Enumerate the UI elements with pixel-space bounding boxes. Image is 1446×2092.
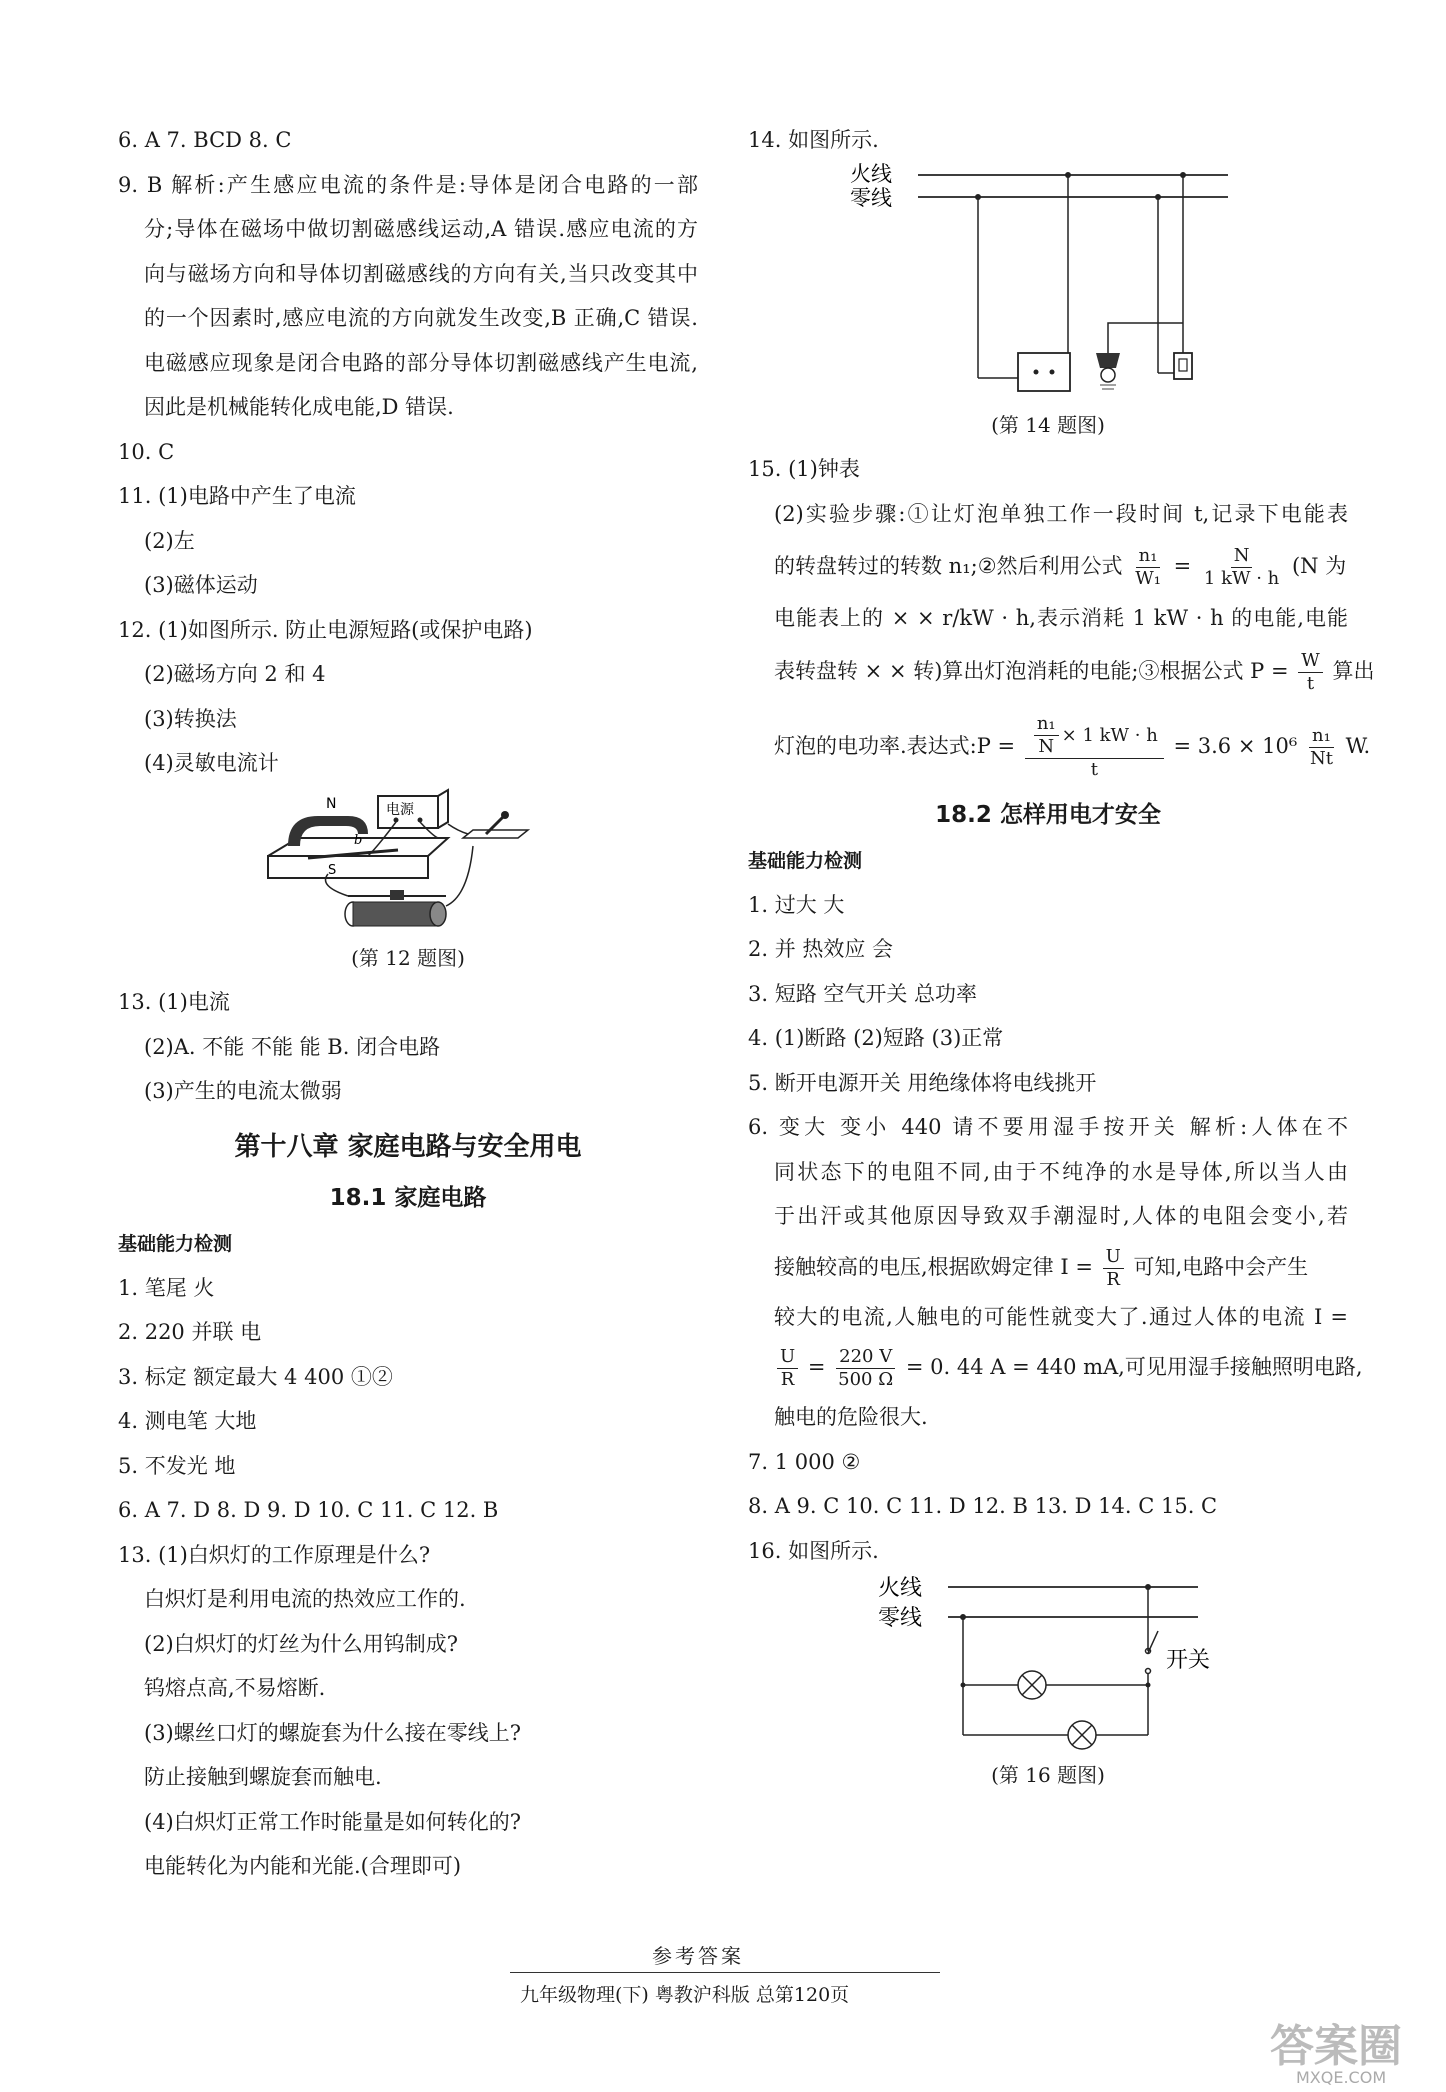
answer-line [748,701,1371,791]
answer-line: 同状态下的电阻不同,由于不纯净的水是导体,所以当人由 [774,1159,1348,1184]
text-span: 表转盘转 × × 转)算出灯泡消耗的电能;③根据公式 P = [774,658,1289,683]
text-span: 灯泡的电功率.表达式:P = [774,733,1016,758]
answer-line: 10. C [118,439,175,464]
answer-line: 7. 1 000 ② [748,1449,861,1474]
text-span: 可知,电路中会产生 [1133,1254,1309,1279]
watermark-url: MXQE.COM [1296,2068,1387,2087]
answer-line: 11. (1)电路中产生了电流 [118,484,356,508]
answer-line: 钨熔点高,不易熔断. [144,1676,326,1700]
answer-line: (2)磁场方向 2 和 4 [144,662,326,686]
answer-line: 白炽灯是利用电流的热效应工作的. [144,1587,466,1611]
numerator: 220 V [836,1346,895,1369]
fraction [1307,725,1336,770]
answer-line: 4. 测电笔 大地 [118,1409,257,1433]
answer-line: (3)磁体运动 [144,573,258,597]
answer-line: 5. 不发光 地 [118,1453,236,1478]
answer-line: 16. 如图所示. [748,1538,879,1563]
denominator: t [1090,759,1098,780]
answer-line: 电磁感应现象是闭合电路的部分导体切割磁感线产生电流, [144,350,698,375]
fraction [777,1346,798,1391]
answer-line [748,641,1375,701]
denominator: R [1106,1268,1120,1290]
fig16-neutral-wire-label: 零线 [878,1606,923,1631]
footer-divider [510,1972,940,1973]
numerator: N [1231,545,1253,568]
answer-line: 防止接触到螺旋套而触电. [144,1765,382,1789]
answer-line: 12. (1)如图所示. 防止电源短路(或保护电路) [118,617,533,642]
text-span: (N 为 [1291,554,1347,578]
answer-line: 6. 变大 变小 440 请不要用湿手按开关 解析:人体在不 [748,1115,1348,1139]
text-span: W. [1345,733,1371,758]
answer-line: (2)A. 不能 不能 能 B. 闭合电路 [144,1034,441,1059]
figure-16-lamp-circuit [868,1573,1228,1753]
answer-line: 9. B 解析:产生感应电流的条件是:导体是闭合电路的一部 [118,172,698,197]
fig12-label-power: 电源 [386,801,414,818]
denominator: N [1038,736,1055,757]
answer-line: 5. 断开电源开关 用绝缘体将电线挑开 [748,1070,1097,1095]
watermark-logo: 答案圈 [1270,2021,1402,2072]
text-span: = 3.6 × 10⁶ [1173,733,1298,758]
answer-line: 的一个因素时,感应电流的方向就发生改变,B 正确,C 错误. [144,306,698,330]
fig12-label-n: N [326,795,337,812]
right-column [748,118,1375,1798]
answer-line: 13. (1)白炽灯的工作原理是什么? [118,1542,431,1567]
answer-line: 6. A 7. BCD 8. C [118,128,292,152]
figure-caption: (第 12 题图) [351,945,465,970]
text-span: = [807,1355,826,1379]
numerator: n₁ [1136,545,1161,568]
answer-line: 触电的危险很大. [774,1405,928,1429]
answer-line: 因此是机械能转化成电能,D 错误. [144,395,454,419]
numerator: W [1298,650,1323,673]
fraction [1025,713,1164,781]
answer-line: 4. (1)断路 (2)短路 (3)正常 [748,1026,1004,1050]
numerator: U [1103,1246,1124,1269]
fraction [1298,650,1323,695]
section-title: 18.1 家庭电路 [329,1184,487,1211]
numerator [1025,713,1164,759]
answer-line: 3. 短路 空气开关 总功率 [748,981,978,1006]
fraction [1132,545,1164,590]
answer-line: 向与磁场方向和导体切割磁感线的方向有关,当只改变其中 [144,261,698,286]
section-title: 18.2 怎样用电才安全 [935,801,1161,828]
answer-line: (3)转换法 [144,706,237,731]
fraction [1103,1246,1124,1291]
text-span: = [1173,554,1192,578]
figure-caption: (第 14 题图) [991,412,1105,437]
text-span: × 1 kW · h [1061,724,1158,746]
denominator: 1 kW · h [1203,568,1280,589]
chapter-title: 第十八章 家庭电路与安全用电 [234,1131,582,1162]
answer-line: (4)白炽灯正常工作时能量是如何转化的? [144,1809,522,1834]
answer-line: 14. 如图所示. [748,128,879,152]
figure-14-household-circuit [848,163,1248,403]
footer-title: 参考答案 [652,1944,744,1968]
answer-line: 于出汗或其他原因导致双手潮湿时,人体的电阻会变小,若 [774,1204,1348,1228]
answer-line: (2)左 [144,528,195,553]
denominator: t [1306,672,1315,694]
fig12-label-b: b [354,832,363,848]
answer-line: (2)白炽灯的灯丝为什么用钨制成? [144,1631,459,1656]
answer-line: 分;导体在磁场中做切割磁感线运动,A 错误.感应电流的方 [144,217,698,241]
answer-line: 2. 并 热效应 会 [748,937,894,961]
subsection-title: 基础能力检测 [748,849,863,872]
answer-line: 较大的电流,人触电的可能性就变大了.通过人体的电流 I = [774,1304,1348,1329]
denominator: 500 Ω [838,1369,894,1390]
answer-line: 电能表上的 × × r/kW · h,表示消耗 1 kW · h 的电能,电能 [774,606,1348,630]
fraction [835,1346,896,1391]
figure-caption: (第 16 题图) [991,1763,1105,1787]
fig14-live-wire-label: 火线 [850,162,892,186]
fig16-live-wire-label: 火线 [878,1576,923,1601]
footer-info: 九年级物理(下) 粤教沪科版 总第120页 [520,1984,850,2006]
answer-line: 15. (1)钟表 [748,457,860,481]
denominator: W₁ [1135,568,1161,589]
answer-line: (3)产生的电流太微弱 [144,1079,342,1103]
answer-line: 电能转化为内能和光能.(合理即可) [144,1854,462,1878]
text-span: 接触较高的电压,根据欧姆定律 I = [774,1254,1093,1279]
answer-line: (2)实验步骤:①让灯泡单独工作一段时间 t,记录下电能表 [774,501,1348,526]
text-span: 算出 [1332,658,1375,683]
answer-line: 1. 过大 大 [748,892,845,917]
text-span: 的转盘转过的转数 n₁;②然后利用公式 [774,554,1123,578]
fraction [1201,545,1282,590]
fig12-label-s: S [328,862,337,878]
numerator: n₁ [1034,713,1059,736]
subsection-title: 基础能力检测 [118,1232,233,1255]
numerator: U [777,1346,798,1369]
numerator: n₁ [1309,725,1334,748]
answer-line: (4)灵敏电流计 [144,751,279,775]
answer-line: 1. 笔尾 火 [118,1275,215,1300]
denominator: R [780,1369,795,1390]
text-span: = 0. 44 A = 440 mA,可见用湿手接触照明电路, [905,1355,1363,1379]
answer-line [748,1339,1363,1395]
answer-line: 3. 标定 额定最大 4 400 ①② [118,1364,393,1389]
answer-line: 13. (1)电流 [118,990,230,1014]
answer-line: 2. 220 并联 电 [118,1320,262,1344]
fraction [1034,713,1059,758]
fig14-neutral-wire-label: 零线 [850,185,892,210]
answer-line: (3)螺丝口灯的螺旋套为什么接在零线上? [144,1720,522,1745]
answer-line [748,1239,1348,1295]
figure-12-electromagnetic-induction [258,786,558,936]
answer-line: 8. A 9. C 10. C 11. D 12. B 13. D 14. C 15. C [748,1494,1218,1518]
answer-line [748,536,1348,596]
left-column [118,118,698,1889]
denominator: Nt [1309,747,1333,769]
answer-line: 6. A 7. D 8. D 9. D 10. C 11. C 12. B [118,1498,499,1522]
fig16-switch-label: 开关 [1166,1648,1211,1673]
